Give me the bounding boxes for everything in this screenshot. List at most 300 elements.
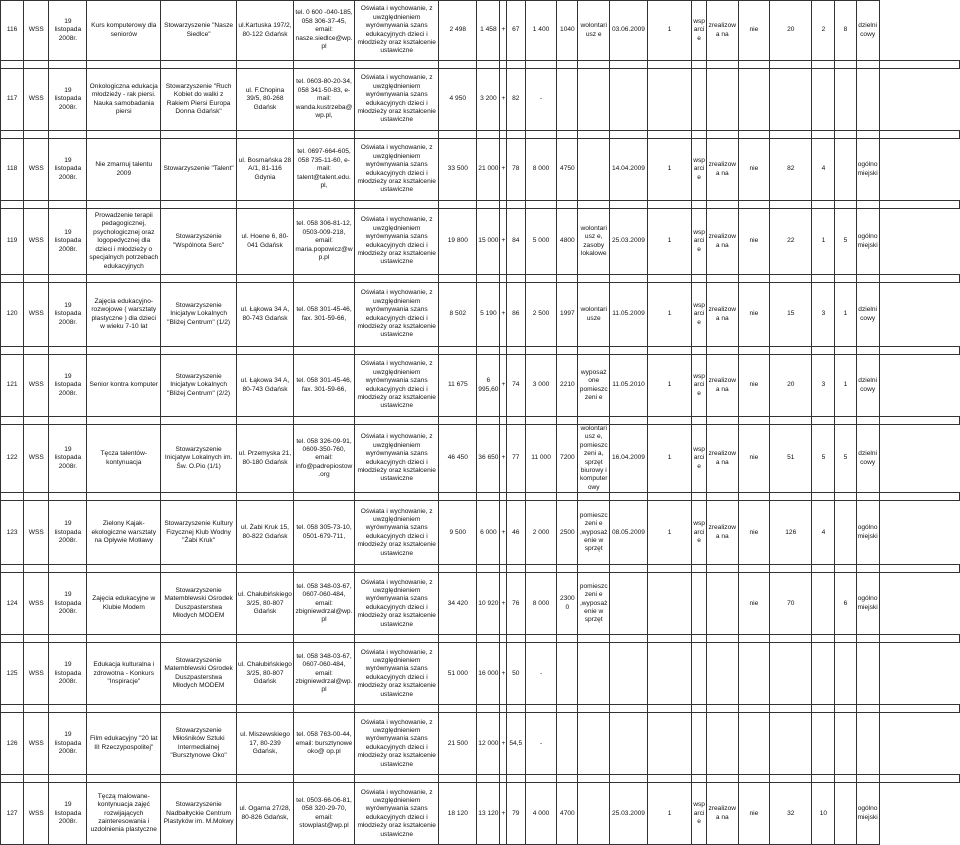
separator-cell <box>525 775 557 783</box>
control-cell: nie <box>738 139 770 201</box>
staff-cell: 5 <box>812 425 835 493</box>
separator-cell <box>49 275 87 283</box>
status-cell: zrealizowa na <box>706 501 738 565</box>
separator-cell <box>525 565 557 573</box>
beneficiaries-cell: 32 <box>770 783 812 845</box>
separator-cell <box>835 775 856 783</box>
hours-cell: 1997 <box>557 283 578 347</box>
contact-cell: tel. 0 600 -040-185, 058 306-37-45, email: nasze.siedlce@wp. pl <box>293 1 354 61</box>
separator-cell <box>506 417 525 425</box>
program-cell: WSS <box>24 425 49 493</box>
separator-cell <box>812 565 835 573</box>
staff-cell: 4 <box>812 139 835 201</box>
flag-cell: + <box>500 209 506 275</box>
separator-cell <box>161 201 237 209</box>
score-cell: 78 <box>506 139 525 201</box>
separator-cell <box>856 131 879 139</box>
separator-cell <box>87 705 161 713</box>
separator-cell <box>355 347 439 355</box>
program-cell: WSS <box>24 139 49 201</box>
separator-cell <box>706 493 738 501</box>
separator-cell <box>1 201 24 209</box>
beneficiaries-cell: 20 <box>770 355 812 417</box>
hours-cell: 2210 <box>557 355 578 417</box>
separator-cell <box>439 565 477 573</box>
separator-cell <box>557 275 578 283</box>
program-cell: WSS <box>24 643 49 705</box>
hours-cell: 23000 <box>557 573 578 635</box>
separator-cell <box>856 347 879 355</box>
separator-cell <box>237 565 294 573</box>
separator-cell <box>692 131 707 139</box>
row-number-cell: 119 <box>1 209 24 275</box>
staff-cell: 1 <box>812 209 835 275</box>
separator-cell <box>355 635 439 643</box>
own-contribution-cell: 1 400 <box>525 1 557 61</box>
table-row <box>1 1 960 61</box>
separator-cell <box>610 417 648 425</box>
agreement-date-cell: 16.04.2009 <box>610 425 648 493</box>
separator-cell <box>610 493 648 501</box>
separator-cell <box>293 417 354 425</box>
grant-amount-cell: 12 000 <box>477 713 500 775</box>
task-area-cell: Oświata i wychowanie, z uwzględnieniem wyrównywania szans edukacyjnych dzieci i młodzieży oraz kształcenie ustawiczne <box>355 783 439 845</box>
task-area-cell: Oświata i wychowanie, z uwzględnieniem wyrównywania szans edukacyjnych dzieci i młodzieży oraz kształcenie ustawiczne <box>355 643 439 705</box>
address-cell: ul.Kartuska 197/2, 80-122 Gdańsk <box>237 1 294 61</box>
separator-cell <box>49 775 87 783</box>
table-row <box>1 425 960 493</box>
separator-cell <box>692 705 707 713</box>
separator-cell <box>161 275 237 283</box>
row-number-cell: 118 <box>1 139 24 201</box>
contact-cell: tel. 058 301-45-46, fax. 301-59-66, <box>293 355 354 417</box>
separator-cell <box>578 565 610 573</box>
separator-cell <box>647 565 691 573</box>
separator-cell <box>439 201 477 209</box>
task-area-cell: Oświata i wychowanie, z uwzględnieniem wyrównywania szans edukacyjnych dzieci i młodzieży oraz kształcenie ustawiczne <box>355 425 439 493</box>
address-cell: ul. Żabi Kruk 15, 80-822 Gdańsk <box>237 501 294 565</box>
count-cell <box>647 573 691 635</box>
flag-cell: + <box>500 573 506 635</box>
total-cost-cell: 8 502 <box>439 283 477 347</box>
hours-cell: 4800 <box>557 209 578 275</box>
total-cost-cell: 21 500 <box>439 713 477 775</box>
contact-cell: tel. 0697-664-605, 058 735-11-60, e-mail: talent@talent.edu. pl, <box>293 139 354 201</box>
separator-cell <box>812 347 835 355</box>
separator-cell <box>647 417 691 425</box>
separator-cell <box>647 635 691 643</box>
own-contribution-cell: 4 000 <box>525 783 557 845</box>
separator-cell <box>477 61 500 69</box>
row-number-cell: 127 <box>1 783 24 845</box>
count-cell: 1 <box>647 209 691 275</box>
address-cell: ul. F.Chopina 39/5, 80-268 Gdańsk <box>237 69 294 131</box>
support-type-cell <box>692 713 707 775</box>
score-cell: 82 <box>506 69 525 131</box>
separator-cell <box>770 565 812 573</box>
count-cell <box>647 713 691 775</box>
row-separator <box>1 635 960 643</box>
own-contribution-cell: 8 000 <box>525 573 557 635</box>
grant-amount-cell: 21 000 <box>477 139 500 201</box>
separator-cell <box>161 61 237 69</box>
separator-cell <box>525 705 557 713</box>
scope-cell: ogólnomiejski <box>856 501 879 565</box>
separator-cell <box>506 635 525 643</box>
separator-cell <box>856 635 879 643</box>
agreement-date-cell: 11.05.2009 <box>610 283 648 347</box>
task-area-cell: Oświata i wychowanie, z uwzględnieniem wyrównywania szans edukacyjnych dzieci i młodzieży oraz kształcenie ustawiczne <box>355 283 439 347</box>
support-type-cell <box>692 69 707 131</box>
project-title-cell: Senior kontra komputer <box>87 355 161 417</box>
separator-cell <box>293 493 354 501</box>
separator-cell <box>770 417 812 425</box>
separator-cell <box>1 131 24 139</box>
volunteers-cell <box>835 643 856 705</box>
separator-cell <box>439 775 477 783</box>
scope-cell: ogólnomiejski <box>856 139 879 201</box>
separator-cell <box>477 565 500 573</box>
separator-cell <box>477 131 500 139</box>
total-cost-cell: 2 498 <box>439 1 477 61</box>
separator-cell <box>647 201 691 209</box>
project-title-cell: Zajęcia edukacyjne w Klubie Modem <box>87 573 161 635</box>
table-row <box>1 783 960 845</box>
row-number-cell: 117 <box>1 69 24 131</box>
separator-cell <box>812 417 835 425</box>
separator-cell <box>477 775 500 783</box>
separator-cell <box>856 201 879 209</box>
separator-cell <box>49 705 87 713</box>
total-cost-cell: 9 500 <box>439 501 477 565</box>
separator-cell <box>293 775 354 783</box>
separator-cell <box>525 635 557 643</box>
separator-cell <box>647 61 691 69</box>
grant-amount-cell: 5 190 <box>477 283 500 347</box>
status-cell: zrealizowa na <box>706 139 738 201</box>
status-cell: zrealizowa na <box>706 425 738 493</box>
separator-cell <box>706 775 738 783</box>
support-type-cell: wsparcie <box>692 1 707 61</box>
staff-cell: 4 <box>812 501 835 565</box>
separator-cell <box>706 417 738 425</box>
scope-cell: dzielnicowy <box>856 355 879 417</box>
support-type-cell <box>692 573 707 635</box>
beneficiaries-cell: 22 <box>770 209 812 275</box>
volunteers-cell: 1 <box>835 283 856 347</box>
separator-cell <box>161 705 237 713</box>
hours-cell: 4700 <box>557 783 578 845</box>
separator-cell <box>439 705 477 713</box>
project-title-cell: Nie zmarnuj talentu 2009 <box>87 139 161 201</box>
separator-cell <box>525 131 557 139</box>
separator-cell <box>879 417 959 425</box>
separator-cell <box>578 705 610 713</box>
separator-cell <box>856 417 879 425</box>
separator-cell <box>812 493 835 501</box>
separator-cell <box>647 705 691 713</box>
staff-cell <box>812 573 835 635</box>
project-title-cell: Tęczą malowane- kontynuacja zajęć rozwijających zainteresowania i uzdolnienia plastyczne <box>87 783 161 845</box>
separator-cell <box>161 565 237 573</box>
separator-cell <box>293 201 354 209</box>
beneficiaries-cell: 126 <box>770 501 812 565</box>
task-area-cell: Oświata i wychowanie, z uwzględnieniem wyrównywania szans edukacyjnych dzieci i młodzieży oraz kształcenie ustawiczne <box>355 139 439 201</box>
agreement-date-cell <box>610 69 648 131</box>
hours-cell <box>557 69 578 131</box>
separator-cell <box>1 775 24 783</box>
program-cell: WSS <box>24 209 49 275</box>
beneficiaries-cell <box>770 69 812 131</box>
separator-cell <box>835 201 856 209</box>
separator-cell <box>738 775 770 783</box>
table-row <box>1 501 960 565</box>
table-row <box>1 139 960 201</box>
separator-cell <box>557 565 578 573</box>
in-kind-cell <box>578 713 610 775</box>
separator-cell <box>49 201 87 209</box>
score-cell: 76 <box>506 573 525 635</box>
agreement-date-cell: 25.03.2009 <box>610 209 648 275</box>
separator-cell <box>738 417 770 425</box>
separator-cell <box>879 61 959 69</box>
separator-cell <box>161 131 237 139</box>
separator-cell <box>355 565 439 573</box>
separator-cell <box>439 131 477 139</box>
separator-cell <box>87 775 161 783</box>
total-cost-cell: 19 800 <box>439 209 477 275</box>
separator-cell <box>770 347 812 355</box>
separator-cell <box>738 705 770 713</box>
separator-cell <box>738 635 770 643</box>
separator-cell <box>477 201 500 209</box>
total-cost-cell: 11 675 <box>439 355 477 417</box>
separator-cell <box>355 275 439 283</box>
separator-cell <box>835 635 856 643</box>
volunteers-cell: 8 <box>835 1 856 61</box>
separator-cell <box>812 775 835 783</box>
volunteers-cell: 1 <box>835 355 856 417</box>
volunteers-cell <box>835 69 856 131</box>
hours-cell <box>557 643 578 705</box>
row-number-cell: 126 <box>1 713 24 775</box>
support-type-cell: wsparcie <box>692 283 707 347</box>
scope-cell <box>856 643 879 705</box>
staff-cell: 3 <box>812 283 835 347</box>
grant-amount-cell: 10 920 <box>477 573 500 635</box>
separator-cell <box>355 131 439 139</box>
count-cell: 1 <box>647 139 691 201</box>
control-cell <box>738 713 770 775</box>
separator-cell <box>738 61 770 69</box>
separator-cell <box>1 347 24 355</box>
separator-cell <box>355 493 439 501</box>
volunteers-cell: 5 <box>835 209 856 275</box>
agreement-date-cell <box>610 643 648 705</box>
project-title-cell: Zajęcia edukacyjno-rozwojowe ( warsztaty plastyczne ) dla dzieci w wieku 7-10 lat <box>87 283 161 347</box>
count-cell: 1 <box>647 425 691 493</box>
row-number-cell: 121 <box>1 355 24 417</box>
row-number-cell: 116 <box>1 1 24 61</box>
own-contribution-cell: 2 500 <box>525 283 557 347</box>
resolution-date-cell: 19 listopada 2008r. <box>49 69 87 131</box>
agreement-date-cell: 14.04.2009 <box>610 139 648 201</box>
own-contribution-cell: 3 000 <box>525 355 557 417</box>
address-cell: ul. Chałubińskiego 3/25, 80-807 Gdańsk <box>237 573 294 635</box>
separator-cell <box>24 775 49 783</box>
separator-cell <box>87 635 161 643</box>
score-cell: 50 <box>506 643 525 705</box>
address-cell: ul. Bosmańska 28 A/1, 81-116 Gdynia <box>237 139 294 201</box>
separator-cell <box>647 131 691 139</box>
total-cost-cell: 34 420 <box>439 573 477 635</box>
table-row <box>1 355 960 417</box>
separator-cell <box>439 347 477 355</box>
score-cell: 46 <box>506 501 525 565</box>
organization-cell: Stowarzyszenie "Wspólnota Serc" <box>161 209 237 275</box>
table-row <box>1 69 960 131</box>
separator-cell <box>237 775 294 783</box>
contact-cell: tel. 058 306-81-12, 0503-009-218, email: maria.popowicz@w p.pl <box>293 209 354 275</box>
staff-cell <box>812 69 835 131</box>
hours-cell <box>557 713 578 775</box>
organization-cell: Stowarzyszenie Matemblewski Ośrodek Duszpasterstwa Młodych MODEM <box>161 573 237 635</box>
separator-cell <box>647 275 691 283</box>
separator-cell <box>293 131 354 139</box>
in-kind-cell: wolontariusze <box>578 283 610 347</box>
separator-cell <box>525 417 557 425</box>
separator-cell <box>557 493 578 501</box>
separator-cell <box>557 347 578 355</box>
separator-cell <box>610 635 648 643</box>
grant-amount-cell: 36 650 <box>477 425 500 493</box>
separator-cell <box>237 705 294 713</box>
flag-cell: + <box>500 1 506 61</box>
count-cell: 1 <box>647 355 691 417</box>
separator-cell <box>812 705 835 713</box>
own-contribution-cell: - <box>525 713 557 775</box>
separator-cell <box>87 417 161 425</box>
separator-cell <box>879 493 959 501</box>
separator-cell <box>856 275 879 283</box>
separator-cell <box>49 347 87 355</box>
project-title-cell: Prowadzenie terapii pedagogicznej, psychologicznej oraz logopedycznej dla dzieci i młodzieży o specjalnych potrzebach edukacyjnych <box>87 209 161 275</box>
in-kind-cell <box>578 69 610 131</box>
separator-cell <box>706 705 738 713</box>
table-row <box>1 643 960 705</box>
separator-cell <box>879 131 959 139</box>
separator-cell <box>293 705 354 713</box>
separator-cell <box>506 775 525 783</box>
control-cell: nie <box>738 501 770 565</box>
status-cell: zrealizowa na <box>706 355 738 417</box>
grant-amount-cell: 6 000 <box>477 501 500 565</box>
in-kind-cell: pomieszczeni e ,wyposażenie w sprzęt <box>578 501 610 565</box>
separator-cell <box>812 275 835 283</box>
in-kind-cell <box>578 139 610 201</box>
row-number-cell: 122 <box>1 425 24 493</box>
separator-cell <box>237 417 294 425</box>
separator-cell <box>578 493 610 501</box>
volunteers-cell <box>835 783 856 845</box>
staff-cell: 10 <box>812 783 835 845</box>
total-cost-cell: 4 950 <box>439 69 477 131</box>
separator-cell <box>770 775 812 783</box>
contact-cell: tel. 0503-66-06-81, 058 320-29-70, email: stowplast@wp.pl <box>293 783 354 845</box>
flag-cell: + <box>500 501 506 565</box>
agreement-date-cell <box>610 573 648 635</box>
separator-cell <box>24 565 49 573</box>
separator-cell <box>706 565 738 573</box>
scope-cell: ogólnomiejski <box>856 573 879 635</box>
scope-cell: dzielnicowy <box>856 283 879 347</box>
separator-cell <box>610 61 648 69</box>
separator-cell <box>647 493 691 501</box>
separator-cell <box>87 493 161 501</box>
hours-cell: 7200 <box>557 425 578 493</box>
separator-cell <box>1 61 24 69</box>
contact-cell: tel. 058 301-45-46, fax. 301-59-66, <box>293 283 354 347</box>
support-type-cell: wsparcie <box>692 501 707 565</box>
separator-cell <box>161 775 237 783</box>
separator-cell <box>770 493 812 501</box>
separator-cell <box>812 131 835 139</box>
separator-cell <box>856 565 879 573</box>
total-cost-cell: 33 500 <box>439 139 477 201</box>
score-cell: 79 <box>506 783 525 845</box>
row-separator <box>1 565 960 573</box>
volunteers-cell: 5 <box>835 425 856 493</box>
separator-cell <box>293 347 354 355</box>
separator-cell <box>506 61 525 69</box>
own-contribution-cell: 8 000 <box>525 139 557 201</box>
row-separator <box>1 61 960 69</box>
separator-cell <box>738 131 770 139</box>
address-cell: ul. Łąkowa 34 A, 80-743 Gdańsk <box>237 283 294 347</box>
program-cell: WSS <box>24 283 49 347</box>
own-contribution-cell: - <box>525 69 557 131</box>
control-cell <box>738 69 770 131</box>
separator-cell <box>738 347 770 355</box>
project-title-cell: Edukacja kulturalna i zdrowotna - Konkurs "Inspiracje" <box>87 643 161 705</box>
separator-cell <box>835 347 856 355</box>
resolution-date-cell: 19 listopada 2008r. <box>49 573 87 635</box>
separator-cell <box>578 635 610 643</box>
in-kind-cell: wyposażone pomieszczeni e <box>578 355 610 417</box>
separator-cell <box>24 61 49 69</box>
task-area-cell: Oświata i wychowanie, z uwzględnieniem wyrównywania szans edukacyjnych dzieci i młodzieży oraz kształcenie ustawiczne <box>355 1 439 61</box>
separator-cell <box>506 275 525 283</box>
separator-cell <box>1 565 24 573</box>
control-cell: nie <box>738 1 770 61</box>
separator-cell <box>706 275 738 283</box>
separator-cell <box>647 347 691 355</box>
flag-cell: + <box>500 69 506 131</box>
separator-cell <box>477 275 500 283</box>
separator-cell <box>161 417 237 425</box>
separator-cell <box>812 635 835 643</box>
project-title-cell: Kurs komputerowy dla seniorów <box>87 1 161 61</box>
organization-cell: Stowarzyszenie Inicjatyw Lokalnych "Bliżej Centrum" (2/2) <box>161 355 237 417</box>
separator-cell <box>557 417 578 425</box>
status-cell <box>706 643 738 705</box>
status-cell <box>706 573 738 635</box>
separator-cell <box>24 417 49 425</box>
count-cell: 1 <box>647 501 691 565</box>
separator-cell <box>355 201 439 209</box>
separator-cell <box>770 201 812 209</box>
own-contribution-cell: 5 000 <box>525 209 557 275</box>
